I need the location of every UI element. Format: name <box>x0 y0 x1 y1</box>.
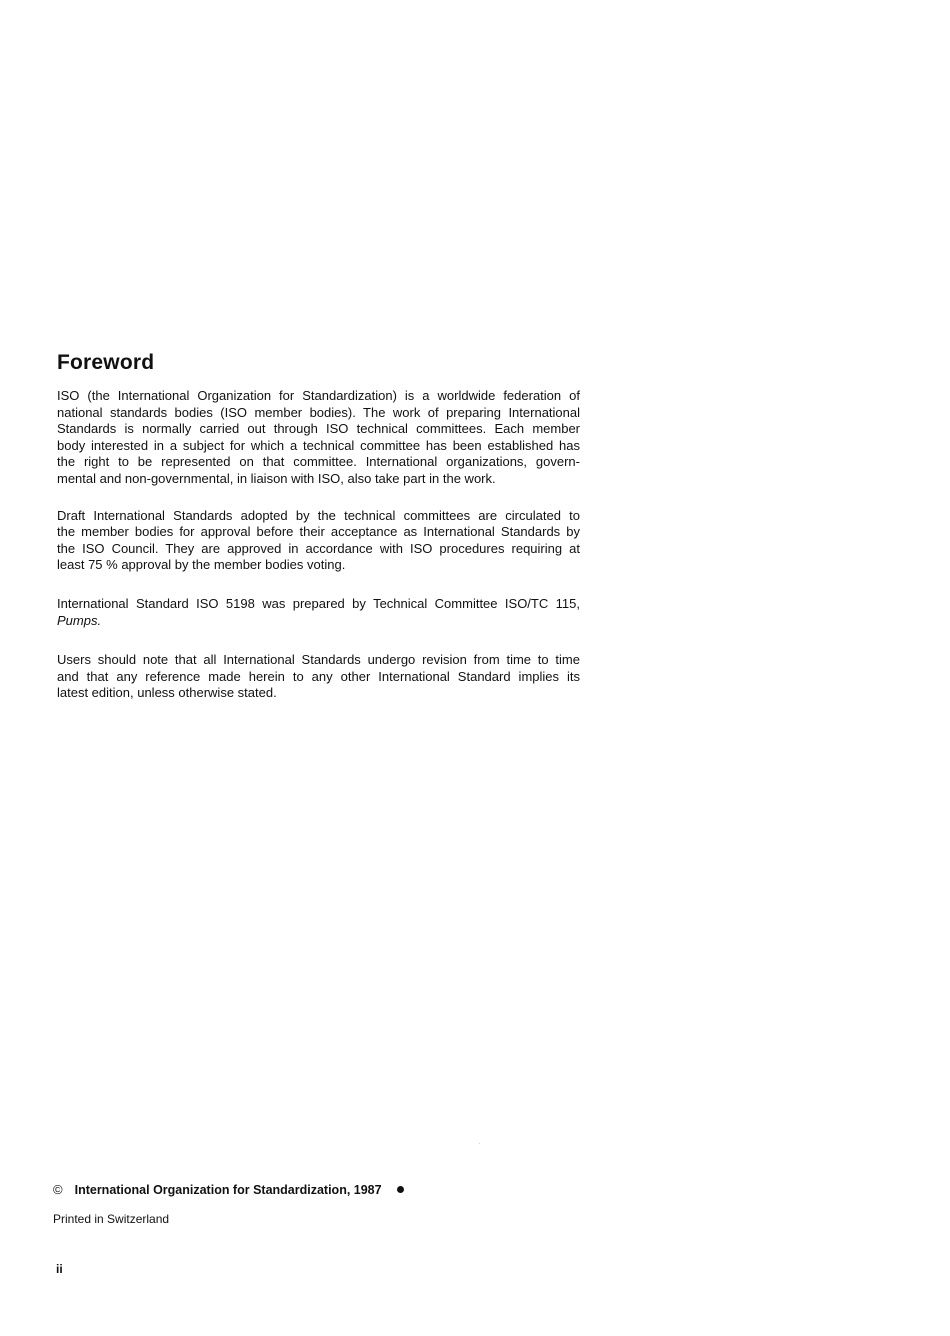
section-heading: Foreword <box>57 351 155 374</box>
text-line: mental and non-governmental, in liaison with ISO, also take part in the work. <box>57 470 496 486</box>
text-line: least 75 % approval by the member bodies voting. <box>57 557 346 573</box>
paragraph-prepared-by <box>57 596 580 629</box>
text-line: Draft International Standards adopted by the technical committees are circulated to <box>57 507 580 523</box>
printed-location: Printed in Switzerland <box>53 1212 170 1226</box>
foreword-section <box>57 349 580 724</box>
text-line: body interested in a subject for which a technical committee has been established has <box>57 437 580 453</box>
copyright-notice <box>53 1182 404 1197</box>
text-line: Users should note that all International Standards undergo revision from time to time <box>57 652 580 668</box>
paragraph-draft-standards <box>57 508 580 574</box>
copyright-icon: © <box>53 1182 63 1197</box>
copyright-text: International Organization for Standardization, 1987 <box>74 1182 382 1197</box>
text-line: and that any reference made herein to any other International Standard implies its <box>57 668 580 684</box>
bullet-dot-icon <box>397 1186 404 1193</box>
committee-title-italic: Pumps. <box>57 612 102 628</box>
page-number: ii <box>56 1262 63 1276</box>
text-line: national standards bodies (ISO member bodies). The work of preparing International <box>57 404 580 420</box>
text-line: the ISO Council. They are approved in accordance with ISO procedures requiring at <box>57 540 580 556</box>
text-line: ISO (the International Organization for Standardization) is a worldwide federation of <box>57 388 580 403</box>
scan-artifact <box>479 1143 480 1144</box>
text-line: the right to be represented on that committee. International organizations, govern- <box>57 454 580 470</box>
text-line: International Standard ISO 5198 was prepared by Technical Committee ISO/TC 115, <box>57 595 580 611</box>
paragraph-users-note <box>57 652 580 702</box>
paragraph-iso-intro <box>57 388 580 488</box>
text-line: the member bodies for approval before their acceptance as International Standards by <box>57 524 580 540</box>
text-line: Standards is normally carried out through ISO technical committees. Each member <box>57 421 580 437</box>
text-line: latest edition, unless otherwise stated. <box>57 685 277 701</box>
